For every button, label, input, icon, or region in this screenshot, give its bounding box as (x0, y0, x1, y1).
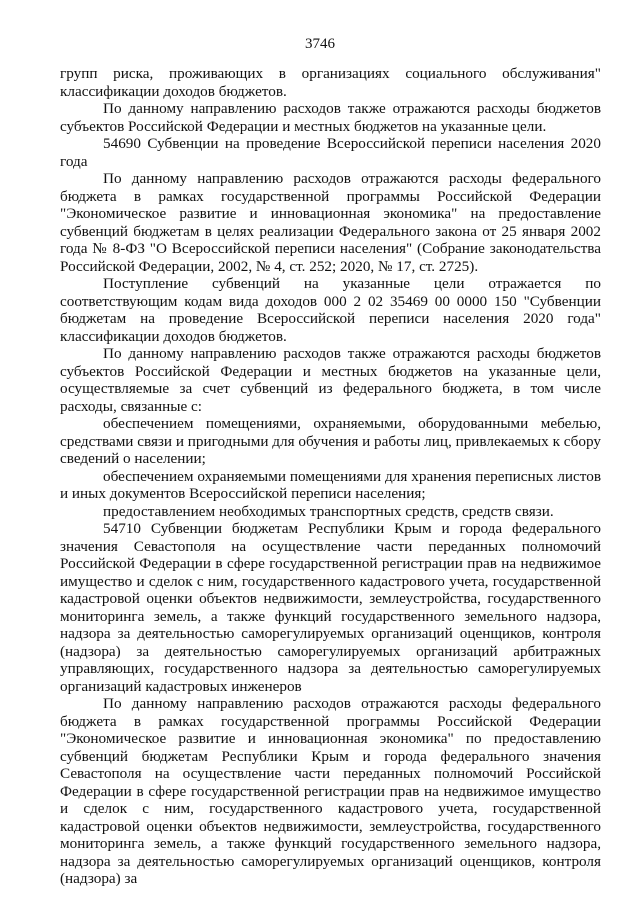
paragraph: По данному направлению расходов отражаются расходы федерального бюджета в рамках государственной программы Российской Федерации "Экономическое развитие и инновационная экономика" по предоставлению субвенций бюджетам Республики Крым и города федерального значения Севастополя на осуществление части переданных полномочий Российской Федерации в сфере государственной регистрации прав на недвижимое имущество и сделок с ним, государственного кадастрового учета, государственной кадастровой оценки объектов недвижимости, землеустройства, государственного мониторинга земель, а также функций государственного земельного надзора, надзора за деятельностью саморегулируемых организаций оценщиков, контроля (надзора) за (60, 695, 601, 887)
list-item: обеспечением помещениями, охраняемыми, оборудованными мебелью, средствами связи и пригодными для обучения и работы лиц, привлекаемых к сбору сведений о населении; (60, 415, 601, 467)
section-heading-54690: 54690 Субвенции на проведение Всероссийской переписи населения 2020 года (60, 135, 601, 170)
paragraph: По данному направлению расходов также отражаются расходы бюджетов субъектов Российской Федерации и местных бюджетов на указанные цели. (60, 100, 601, 135)
paragraph: По данному направлению расходов также отражаются расходы бюджетов субъектов Российской Федерации и местных бюджетов на указанные цели, осуществляемые за счет субвенций из федерального бюджета, в том числе расходы, связанные с: (60, 345, 601, 415)
paragraph: Поступление субвенций на указанные цели отражается по соответствующим кодам вида доходов 000 2 02 35469 00 0000 150 "Субвенции бюджетам на проведение Всероссийской переписи населения 2020 года" классификации доходов бюджетов. (60, 275, 601, 345)
page-number: 3746 (305, 36, 335, 52)
paragraph-continuation: групп риска, проживающих в организациях социального обслуживания" классификации доходов бюджетов. (60, 65, 601, 100)
list-item: обеспечением охраняемыми помещениями для хранения переписных листов и иных документов Всероссийской переписи населения; (60, 467, 601, 502)
paragraph: По данному направлению расходов отражаются расходы федерального бюджета в рамках государственной программы Российской Федерации "Экономическое развитие и инновационная экономика" на предоставление субвенций бюджетам в целях реализации Федерального закона от 25 января 2002 года № 8-ФЗ "О Всероссийской переписи населения" (Собрание законодательства Российской Федерации, 2002, № 4, ст. 252; 2020, № 17, ст. 2725). (60, 170, 601, 275)
section-heading-54710: 54710 Субвенции бюджетам Республики Крым и города федерального значения Севастополя на осуществление части переданных полномочий Российской Федерации в сфере государственной регистрации прав на недвижимое имущество и сделок с ним, государственного кадастрового учета, государственной кадастровой оценки объектов недвижимости, землеустройства, государственного мониторинга земель, а также функций государственного земельного надзора, надзора за деятельностью саморегулируемых организаций оценщиков, контроля (надзора) за деятельностью саморегулируемых организаций арбитражных управляющих, государственного надзора за деятельностью саморегулируемых организаций кадастровых инженеров (60, 520, 601, 695)
document-body (60, 65, 601, 888)
list-item: предоставлением необходимых транспортных средств, средств связи. (103, 502, 554, 520)
